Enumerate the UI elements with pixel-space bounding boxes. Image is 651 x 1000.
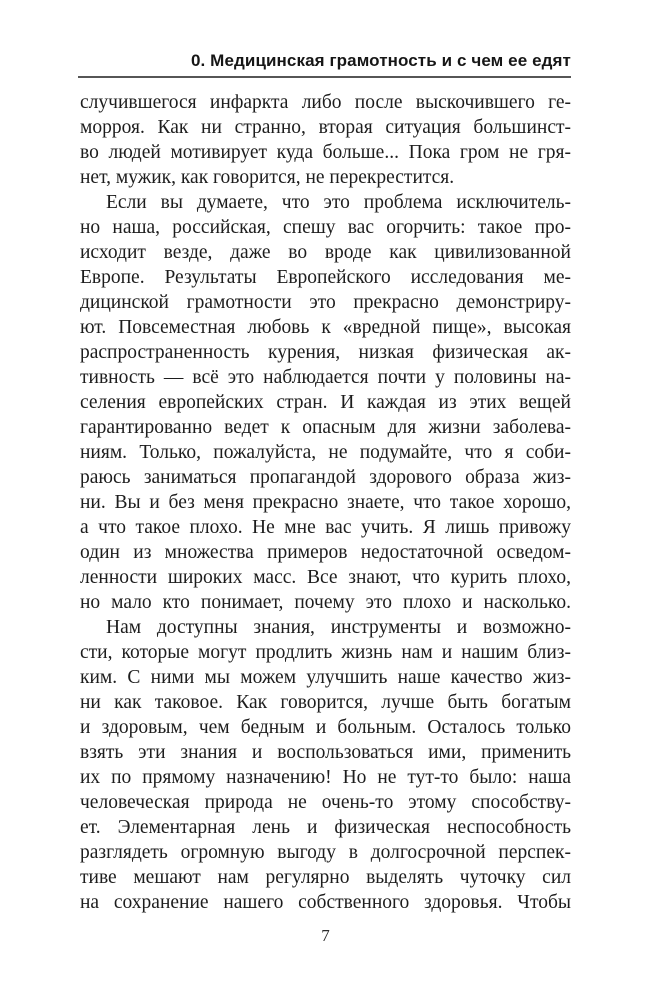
text-line: тивность — всё это наблюдается почти у половины на- [80, 367, 571, 388]
text-line: разглядеть огромную выгоду в долгосрочной перспек- [80, 842, 571, 863]
text-line: нет, мужик, как говорится, не перекрестится. [80, 167, 455, 188]
text-line: ни. Вы и без меня прекрасно знаете, что такое хорошо, [80, 492, 571, 513]
text-line: ниям. Только, пожалуйста, не подумайте, что я соби- [80, 442, 571, 463]
text-line: а что такое плохо. Не мне вас учить. Я лишь привожу [80, 517, 571, 538]
text-line: распространенность курения, низкая физическая ак- [80, 342, 571, 363]
text-line: ленности широких масс. Все знают, что курить плохо, [80, 567, 571, 588]
text-line: один из множества примеров недостаточной осведом- [80, 542, 571, 563]
text-line: ет. Элементарная лень и физическая неспособность [80, 817, 571, 838]
text-line: на сохранение нашего собственного здоровья. Чтобы [80, 892, 571, 913]
text-line: случившегося инфаркта либо после выскочившего ге- [80, 92, 571, 113]
text-line: ют. Повсеместная любовь к «вредной пище», высокая [80, 317, 571, 338]
text-line: тиве мешают нам регулярно выделять чуточку сил [80, 867, 571, 888]
text-line: и здоровым, чем бедным и больным. Осталось только [80, 717, 571, 738]
text-line: дицинской грамотности это прекрасно демонстриру- [80, 292, 571, 313]
text-line: ким. С ними мы можем улучшить наше качество жиз- [80, 667, 571, 688]
text-line: морроя. Как ни странно, вторая ситуация большинст- [80, 117, 571, 138]
paragraph [80, 190, 571, 615]
text-line: но наша, российская, спешу вас огорчить: такое про- [80, 217, 571, 238]
paragraph [80, 615, 571, 915]
text-column [80, 90, 571, 915]
text-line: селения европейских стран. И каждая из этих вещей [80, 392, 571, 413]
text-line: во людей мотивирует куда больше... Пока гром не гря- [80, 142, 571, 163]
text-line: ни как таковое. Как говорится, лучше быть богатым [80, 692, 571, 713]
header-rule [78, 76, 571, 78]
text-line: но мало кто понимает, почему это плохо и насколько. [80, 592, 571, 613]
text-line: Нам доступны знания, инструменты и возможно- [106, 617, 571, 638]
text-line: человеческая природа не очень-то этому способству- [80, 792, 571, 813]
text-line: раюсь заниматься пропагандой здорового образа жиз- [80, 467, 571, 488]
text-line: исходит везде, даже во вроде как цивилизованной [80, 242, 571, 263]
text-line: их по прямому назначению! Но не тут-то было: наша [80, 767, 571, 788]
paragraph [80, 90, 571, 190]
text-line: гарантированно ведет к опасным для жизни заболева- [80, 417, 571, 438]
page-number: 7 [321, 926, 330, 945]
text-line: Европе. Результаты Европейского исследования ме- [80, 267, 571, 288]
text-line: сти, которые могут продлить жизнь нам и нашим близ- [80, 642, 571, 663]
text-line: взять эти знания и воспользоваться ими, применить [80, 742, 571, 763]
text-line: Если вы думаете, что это проблема исключитель- [106, 192, 571, 213]
running-header: 0. Медицинская грамотность и с чем ее едят [190, 51, 571, 70]
